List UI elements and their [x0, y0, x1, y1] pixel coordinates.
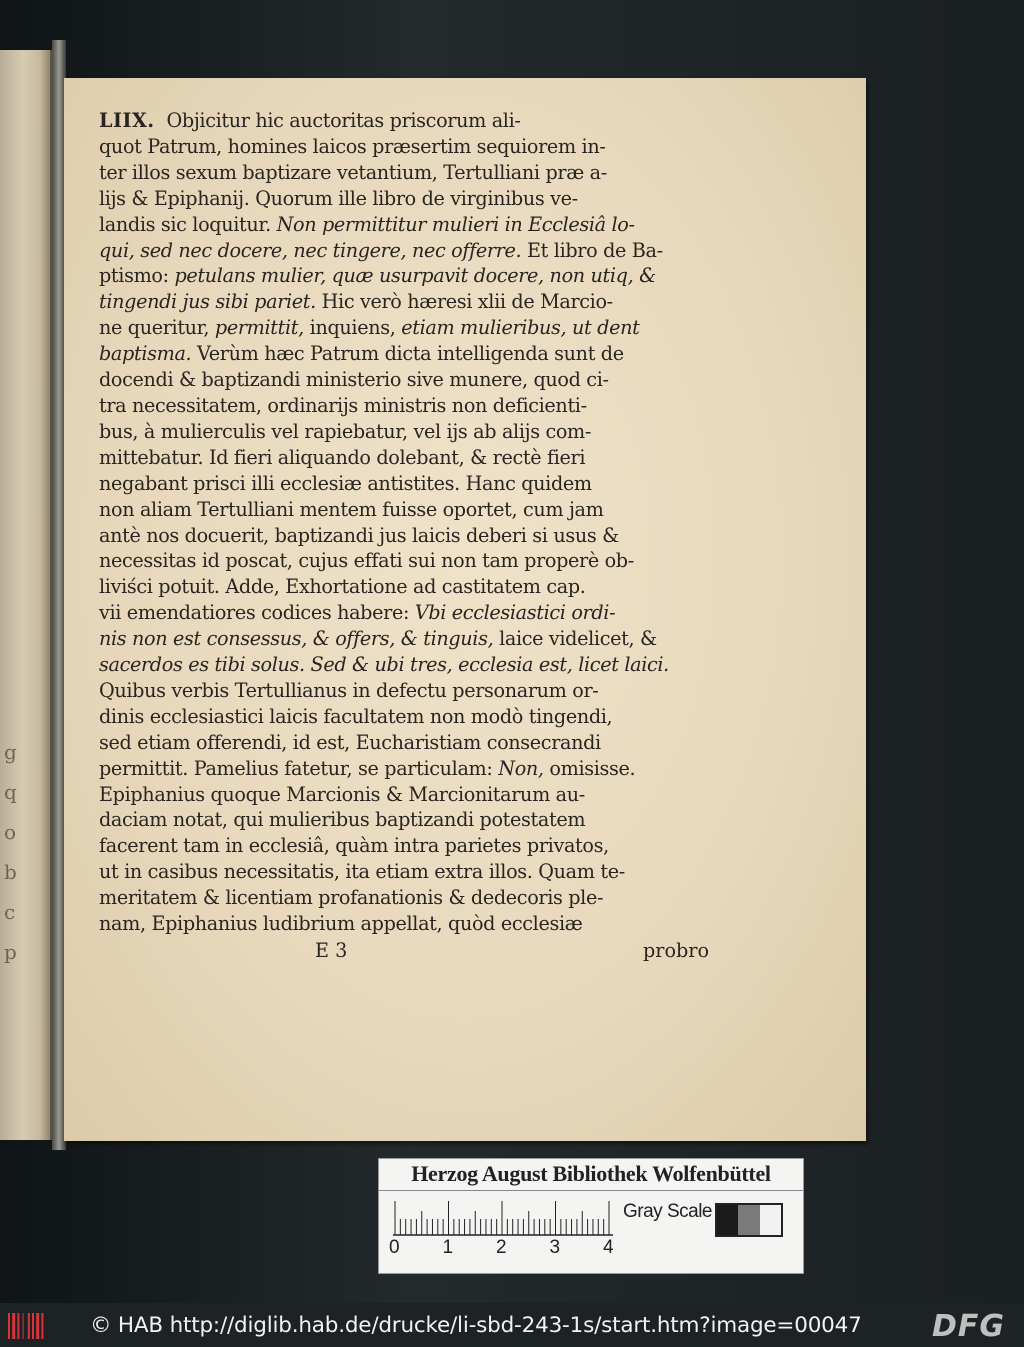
barcode-bar: [28, 1313, 30, 1339]
text-segment: liviści potuit. Adde, Exhortatione ad castitatem cap.: [99, 575, 586, 599]
text-line: [99, 341, 709, 367]
barcode-bar: [23, 1313, 24, 1339]
text-segment: Quibus verbis Tertullianus in defectu personarum or-: [99, 678, 599, 702]
text-line: [99, 756, 709, 782]
card-divider: [379, 1190, 803, 1191]
edge-glyph: c: [4, 900, 16, 924]
italic-quote: tingendi jus sibi pariet.: [99, 290, 316, 314]
text-line: [99, 212, 709, 238]
barcode-bar: [36, 1313, 39, 1339]
text-line: [99, 497, 709, 523]
italic-quote: Vbi ecclesiastici ordi-: [414, 601, 616, 625]
barcode-bar: [32, 1313, 34, 1339]
text-segment: facerent tam in ecclesiâ, quàm intra parietes privatos,: [99, 834, 609, 858]
text-segment: dinis ecclesiastici laicis facultatem non modò tingendi,: [99, 704, 613, 728]
text-line: [99, 678, 709, 704]
text-line: [99, 807, 709, 833]
gray-swatch: [738, 1205, 759, 1235]
source-url-text[interactable]: © HAB http://diglib.hab.de/drucke/li-sbd-243-1s/start.htm?image=00047: [90, 1313, 862, 1338]
text-segment: permittit. Pamelius fatetur, se particulam:: [99, 756, 499, 780]
ruler-number: 1: [442, 1237, 454, 1258]
italic-quote: nis non est consessus, & offers, & tinguis,: [99, 627, 494, 651]
text-segment: bus, à mulierculis vel rapiebatur, vel ijs ab alijs com-: [99, 419, 592, 443]
ruler-icon: [393, 1199, 613, 1237]
text-segment: Et libro de Ba-: [521, 238, 663, 262]
text-segment: sed etiam offerendi, id est, Eucharistiam consecrandi: [99, 730, 601, 754]
text-line: [99, 238, 709, 264]
section-number: LIIX.: [99, 109, 155, 132]
text-segment: docendi & baptizandi ministerio sive munere, quod ci-: [99, 368, 609, 392]
viewer-footer-bar: [0, 1303, 1024, 1347]
text-line: [99, 548, 709, 574]
text-segment: Objicitur hic auctoritas priscorum ali-: [166, 109, 521, 132]
text-segment: Hic verò hæresi xlii de Marcio-: [315, 290, 613, 314]
text-line: [99, 833, 709, 859]
italic-quote: permittit,: [214, 316, 304, 340]
edge-glyph: b: [4, 860, 17, 884]
text-line: [99, 289, 709, 315]
card-title: Herzog August Bibliothek Wolfenbüttel: [411, 1161, 771, 1186]
signature-mark: E 3: [315, 939, 348, 962]
text-segment: meritatem & licentiam profanationis & dedecoris ple-: [99, 886, 604, 910]
text-line: [99, 574, 709, 600]
text-segment: ptismo:: [99, 264, 175, 288]
gray-swatch: [717, 1205, 738, 1235]
text-line: [99, 885, 709, 911]
italic-quote: qui, sed nec docere, nec tingere, nec offerre.: [99, 238, 522, 262]
ruler-number: 2: [496, 1237, 507, 1258]
text-segment: inquiens,: [303, 316, 402, 340]
italic-quote: sacerdos es tibi solus. Sed & ubi tres, ecclesia est, licet laici.: [99, 653, 669, 677]
catchword: probro: [642, 939, 709, 962]
text-line: [99, 419, 709, 445]
edge-glyph: o: [4, 820, 17, 844]
gray-scale-label: Gray Scale: [623, 1201, 712, 1222]
text-segment: ut in casibus necessitatis, ita etiam extra illos. Quam te-: [99, 860, 625, 884]
text-segment: mittebatur. Id fieri aliquando dolebant, & rectè fieri: [99, 445, 586, 469]
text-segment: omisisse.: [543, 756, 636, 780]
ruler-number: 3: [549, 1237, 561, 1258]
text-segment: negabant prisci illi ecclesiæ antistites. Hanc quidem: [99, 471, 592, 495]
adjacent-page-edge: [0, 50, 52, 1140]
color-calibration-card: [378, 1158, 804, 1274]
text-segment: ne queritur,: [99, 316, 215, 340]
book-page: [64, 78, 866, 1141]
dfg-logo: DFG: [932, 1309, 1006, 1344]
text-line: [99, 782, 709, 808]
text-line: [99, 626, 709, 652]
text-segment: laice videlicet, &: [493, 627, 657, 651]
page-text-block: [99, 108, 709, 969]
text-line: [99, 445, 709, 471]
text-segment: Verùm hæc Patrum dicta intelligenda sunt de: [191, 342, 624, 366]
italic-quote: Non,: [498, 756, 544, 780]
barcode-bar: [12, 1313, 15, 1339]
text-line: [99, 859, 709, 885]
text-line: [99, 134, 709, 160]
text-line: [99, 523, 709, 549]
text-line: [99, 600, 709, 626]
text-line: [99, 315, 709, 341]
text-line: [99, 730, 709, 756]
text-line: [99, 393, 709, 419]
text-segment: ter illos sexum baptizare vetantium, Tertulliani præ a-: [99, 160, 607, 184]
text-segment: tra necessitatem, ordinarijs ministris non deficienti-: [99, 393, 587, 417]
text-segment: lijs & Epiphanij. Quorum ille libro de virginibus ve-: [99, 186, 578, 210]
text-segment: necessitas id poscat, cujus effati sui non tam properè ob-: [99, 549, 634, 573]
edge-glyph: g: [4, 740, 17, 764]
edge-glyph: p: [4, 940, 17, 964]
text-line: [99, 911, 709, 937]
text-line: [99, 160, 709, 186]
barcode-bar: [17, 1313, 19, 1339]
barcode-bar: [41, 1313, 43, 1339]
ruler-number: 0: [389, 1237, 400, 1258]
text-segment: vii emendatiores codices habere:: [99, 601, 415, 625]
italic-quote: Non permittitur mulieri in Ecclesiâ lo-: [276, 212, 635, 236]
text-segment: daciam notat, qui mulieribus baptizandi potestatem: [99, 808, 586, 832]
page-footer-line: [99, 939, 709, 969]
text-segment: Epiphanius quoque Marcionis & Marcionitarum au-: [99, 782, 585, 806]
italic-quote: baptisma.: [99, 342, 192, 366]
gray-swatch: [760, 1205, 781, 1235]
text-segment: antè nos docuerit, baptizandi jus laicis deberi si usus &: [99, 523, 619, 547]
edge-glyph: q: [4, 780, 17, 804]
text-line: [99, 108, 709, 134]
text-line: [99, 652, 709, 678]
text-line: [99, 367, 709, 393]
text-line: [99, 704, 709, 730]
text-segment: landis sic loquitur.: [99, 212, 277, 236]
barcode-icon: [8, 1313, 48, 1339]
text-line: [99, 263, 709, 289]
italic-quote: petulans mulier, quæ usurpavit docere, non utiq, &: [174, 264, 656, 288]
gray-scale-swatches: [715, 1203, 783, 1237]
barcode-bar: [8, 1313, 10, 1339]
text-segment: quot Patrum, homines laicos præsertim sequiorem in-: [99, 134, 606, 158]
text-segment: non aliam Tertulliani mentem fuisse oportet, cum jam: [99, 497, 604, 521]
text-line: [99, 186, 709, 212]
text-segment: nam, Epiphanius ludibrium appellat, quòd ecclesiæ: [99, 912, 583, 936]
ruler-number: 4: [603, 1237, 614, 1258]
italic-quote: etiam mulieribus, ut dent: [401, 316, 640, 340]
text-line: [99, 471, 709, 497]
